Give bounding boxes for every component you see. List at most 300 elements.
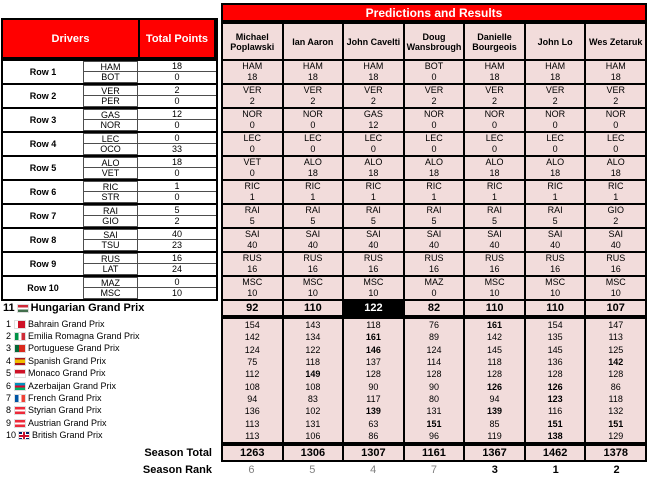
prediction-cell[interactable] (465, 205, 524, 227)
prediction-cell[interactable] (586, 253, 645, 275)
race-score-cell[interactable]: 138 (547, 430, 563, 441)
race-score-cell[interactable]: 94 (489, 393, 500, 404)
total-points-cell[interactable]: 0 (138, 133, 216, 144)
race-number: 9 (6, 417, 12, 428)
prediction-cell[interactable] (344, 277, 403, 299)
race-score-cell[interactable]: 142 (487, 332, 503, 343)
prediction-cell[interactable] (344, 61, 403, 83)
prediction-cell[interactable] (465, 229, 524, 251)
total-points-cell[interactable]: 5 (138, 205, 216, 216)
player-name-header: Danielle Bourgeois (465, 24, 524, 59)
race-score-cell[interactable]: 108 (305, 381, 321, 392)
prediction-cell[interactable] (284, 277, 343, 299)
race-score-cell[interactable]: 113 (245, 418, 260, 429)
race-score-cell[interactable]: 146 (365, 344, 381, 355)
total-points-cell[interactable]: 18 (138, 61, 216, 72)
race-score-cell[interactable]: 85 (489, 418, 500, 429)
race-score-cell[interactable]: 75 (247, 357, 258, 368)
race-score-cell[interactable]: 76 (428, 320, 439, 331)
race-score-cell[interactable]: 139 (365, 406, 381, 417)
total-points-cell[interactable]: 0 (174, 192, 180, 202)
total-points-cell[interactable]: 40 (138, 229, 216, 240)
race-number: 10 (6, 430, 17, 441)
total-points-cell[interactable]: 16 (138, 253, 216, 264)
prediction-cell[interactable] (465, 253, 524, 275)
prediction-cell[interactable] (526, 85, 585, 107)
total-points-cell[interactable]: 1 (138, 181, 216, 192)
prediction-driver-code: SAI (366, 229, 381, 239)
row-label: Row 4 (29, 139, 57, 149)
prediction-cell[interactable] (284, 229, 343, 251)
season-total-cell[interactable]: 1263 (223, 446, 282, 460)
total-points-cell[interactable]: 0 (138, 277, 216, 288)
prediction-cell[interactable] (223, 109, 282, 131)
race-score-cell[interactable]: 147 (608, 320, 624, 331)
prediction-cell[interactable] (223, 85, 282, 107)
prediction-driver-code: RIC (244, 181, 261, 191)
race-score-cell[interactable]: 134 (305, 332, 321, 343)
hungarian-gp-total-cell[interactable]: 122 (344, 301, 403, 315)
hungarian-gp-total-cell[interactable]: 82 (405, 301, 464, 315)
driver-code-cell[interactable]: RUS (83, 253, 138, 264)
prediction-cell[interactable] (284, 109, 343, 131)
race-score-cell[interactable]: 137 (365, 357, 381, 368)
hungarian-gp-total-cell[interactable]: 110 (465, 301, 524, 315)
race-number: 1 (6, 318, 12, 329)
prediction-cell[interactable] (344, 205, 403, 227)
total-points-cell[interactable]: 12 (138, 109, 216, 120)
prediction-points: 10 (550, 288, 561, 298)
prediction-cell[interactable] (284, 253, 343, 275)
race-score-cell[interactable]: 94 (247, 393, 258, 404)
flag-monaco-icon (15, 370, 25, 377)
prediction-points: 16 (368, 264, 379, 274)
prediction-cell[interactable] (526, 157, 585, 179)
driver-code-cell[interactable]: VET (83, 168, 138, 179)
prediction-cell[interactable] (526, 229, 585, 251)
prediction-driver-code: RUS (363, 253, 383, 263)
driver-code-cell[interactable]: MAZ (83, 277, 138, 288)
flag-portugal-icon (15, 345, 25, 352)
prediction-cell[interactable] (465, 109, 524, 131)
prediction-cell[interactable] (465, 133, 524, 155)
prediction-driver-code: SAI (245, 229, 260, 239)
drivers-rows-table (1, 59, 218, 301)
driver-row-pair (3, 85, 216, 107)
prediction-driver-code: RAI (305, 205, 321, 215)
race-score-cell[interactable]: 118 (366, 320, 381, 331)
prediction-driver-code: HAM (242, 61, 263, 71)
prediction-cell[interactable] (586, 157, 645, 179)
prediction-cell[interactable] (405, 253, 464, 275)
driver-code-cell[interactable]: TSU (83, 240, 138, 251)
prediction-points: 18 (550, 168, 561, 178)
race-score-cell[interactable]: 96 (428, 430, 439, 441)
prediction-cell[interactable] (526, 61, 585, 83)
season-total-cell[interactable]: 1462 (526, 446, 585, 460)
race-score-cell[interactable]: 149 (305, 369, 321, 380)
race-score-cell[interactable]: 136 (547, 357, 563, 368)
prediction-cell[interactable] (223, 181, 282, 203)
prediction-cell[interactable] (223, 205, 282, 227)
prediction-driver-code: VER (303, 85, 323, 95)
driver-code-cell[interactable]: ALO (83, 157, 138, 168)
race-score-cell[interactable]: 128 (426, 369, 442, 380)
race-score-cell[interactable]: 136 (244, 406, 260, 417)
race-score-cell[interactable]: 131 (426, 406, 442, 417)
total-points-cell[interactable]: 2 (138, 85, 216, 96)
prediction-points: 40 (550, 240, 561, 250)
prediction-driver-code: NOR (545, 109, 566, 119)
prediction-points: 40 (247, 240, 258, 250)
driver-code-cell[interactable]: VER (83, 85, 138, 96)
prediction-driver-code: VER (243, 85, 262, 95)
season-total-cell[interactable]: 1307 (344, 446, 403, 460)
prediction-points: 0 (613, 120, 619, 130)
race-score-cell[interactable]: 116 (547, 406, 563, 417)
race-score-cell[interactable]: 122 (305, 344, 321, 355)
prediction-cell[interactable] (284, 157, 343, 179)
prediction-points: 12 (368, 120, 379, 130)
prediction-cell[interactable] (223, 229, 282, 251)
prediction-cell[interactable] (586, 85, 645, 107)
season-rank-cell[interactable]: 5 (309, 464, 316, 476)
prediction-cell[interactable] (344, 253, 403, 275)
race-label (6, 331, 218, 342)
prediction-points: 0 (431, 144, 437, 154)
prediction-points: 16 (550, 264, 561, 274)
driver-row-pair (3, 61, 216, 83)
season-rank-row (221, 463, 647, 477)
race-score-cell[interactable]: 113 (608, 332, 623, 343)
prediction-cell[interactable] (465, 85, 524, 107)
race-score-cell[interactable]: 80 (428, 393, 439, 404)
season-total-row (221, 444, 647, 462)
hungarian-gp-total-cell[interactable]: 92 (223, 301, 282, 315)
prediction-driver-code: RAI (547, 205, 563, 215)
prediction-cell[interactable] (284, 205, 343, 227)
race-score-cell[interactable]: 128 (487, 369, 503, 380)
prediction-driver-code: RAI (426, 205, 442, 215)
prediction-driver-code: LEC (304, 133, 322, 143)
prediction-cell[interactable] (405, 205, 464, 227)
prediction-points: 5 (492, 216, 498, 226)
race-score-cell[interactable]: 124 (244, 344, 260, 355)
race-score-cell[interactable]: 154 (547, 320, 563, 331)
prediction-points: 16 (307, 264, 318, 274)
flag-uk-icon (19, 432, 29, 439)
prediction-points: 0 (431, 120, 437, 130)
prediction-driver-code: HAM (363, 61, 384, 71)
prediction-driver-code: SAI (608, 229, 623, 239)
prediction-driver-code: RUS (606, 253, 626, 263)
race-score-cell[interactable]: 135 (547, 332, 563, 343)
row-label: Row 9 (29, 259, 57, 269)
prediction-points: 16 (610, 264, 621, 274)
race-score-cell[interactable]: 114 (426, 357, 442, 368)
total-points-cell[interactable]: 0 (174, 120, 180, 130)
prediction-cell[interactable] (586, 181, 645, 203)
prediction-cell[interactable] (223, 61, 282, 83)
total-points-cell[interactable]: 2 (174, 216, 180, 226)
season-rank-cell[interactable]: 1 (552, 464, 559, 476)
prediction-points: 40 (368, 240, 379, 250)
prediction-points: 0 (492, 120, 498, 130)
race-score-cell[interactable]: 86 (368, 430, 379, 441)
prediction-cell[interactable] (284, 181, 343, 203)
race-score-cell[interactable]: 83 (307, 393, 318, 404)
prediction-cell[interactable] (586, 109, 645, 131)
prediction-cell[interactable] (344, 133, 403, 155)
prediction-points: 1 (492, 192, 498, 202)
race-number: 3 (6, 343, 12, 354)
prediction-points: 2 (431, 96, 437, 106)
prediction-cell[interactable] (465, 277, 524, 299)
race-name: Bahrain Grand Prix (28, 318, 105, 329)
race-score-cell[interactable]: 154 (244, 320, 260, 331)
prediction-cell[interactable] (526, 109, 585, 131)
driver-code-cell[interactable]: NOR (83, 120, 138, 131)
prediction-driver-code: LEC (425, 133, 443, 143)
predictions-grid (221, 22, 647, 317)
prediction-cell[interactable] (586, 205, 645, 227)
race-label (6, 319, 218, 330)
race-score-cell[interactable]: 145 (547, 344, 563, 355)
driver-code-cell[interactable]: MSC (83, 288, 138, 299)
driver-code-cell[interactable]: BOT (83, 72, 138, 83)
prediction-driver-code: NOR (242, 109, 263, 119)
prediction-cell[interactable] (223, 277, 282, 299)
race-score-cell[interactable]: 132 (608, 406, 624, 417)
prediction-cell[interactable] (405, 181, 464, 203)
race-name: Monaco Grand Prix (28, 368, 106, 379)
prediction-cell[interactable] (526, 277, 585, 299)
race-score-cell[interactable]: 142 (244, 332, 260, 343)
hungarian-gp-row-label (3, 301, 218, 315)
race-score-cell[interactable]: 106 (305, 430, 321, 441)
race-score-cell[interactable]: 124 (426, 344, 442, 355)
prediction-points: 10 (307, 288, 318, 298)
prediction-points: 0 (552, 144, 558, 154)
season-total-cell[interactable]: 1306 (284, 446, 343, 460)
race-score-cell[interactable]: 145 (487, 344, 503, 355)
hungarian-gp-total-cell[interactable]: 107 (586, 301, 645, 315)
prediction-cell[interactable] (344, 229, 403, 251)
prediction-cell[interactable] (586, 61, 645, 83)
prediction-cell[interactable] (223, 157, 282, 179)
prediction-cell[interactable] (465, 181, 524, 203)
prediction-driver-code: RAI (487, 205, 503, 215)
prediction-cell[interactable] (344, 109, 403, 131)
prediction-driver-code: RIC (365, 181, 382, 191)
race-score-cell[interactable]: 112 (245, 369, 260, 380)
prediction-driver-code: LEC (485, 133, 504, 143)
race-score-cell[interactable]: 63 (368, 418, 379, 429)
prediction-cell[interactable] (526, 181, 585, 203)
prediction-cell[interactable] (526, 133, 585, 155)
race-scores-column (586, 319, 645, 442)
prediction-points: 2 (613, 216, 619, 226)
total-points-cell[interactable]: 23 (171, 240, 182, 250)
race-score-cell[interactable]: 151 (608, 418, 624, 429)
driver-code-cell[interactable]: SAI (83, 229, 138, 240)
prediction-cell[interactable] (405, 61, 464, 83)
race-score-cell[interactable]: 128 (608, 369, 624, 380)
race-score-cell[interactable]: 131 (305, 418, 321, 429)
flag-hungary-icon (18, 305, 28, 312)
prediction-cell[interactable] (405, 133, 464, 155)
prediction-cell[interactable] (586, 229, 645, 251)
race-score-cell[interactable]: 118 (487, 357, 502, 368)
prediction-cell[interactable] (526, 205, 585, 227)
race-score-cell[interactable]: 119 (487, 430, 502, 441)
driver-code-cell[interactable]: RAI (83, 205, 138, 216)
prediction-driver-code: ALO (303, 157, 322, 167)
prediction-points: 0 (310, 120, 316, 130)
flag-azerbaijan-icon (15, 383, 25, 390)
race-score-cell[interactable]: 113 (245, 430, 260, 441)
prediction-cell[interactable] (344, 85, 403, 107)
prediction-points: 0 (492, 144, 498, 154)
race-score-cell[interactable]: 161 (365, 332, 381, 343)
race-score-cell[interactable]: 86 (610, 381, 621, 392)
race-score-cell[interactable]: 125 (608, 344, 624, 355)
prediction-cell[interactable] (405, 229, 464, 251)
race-score-cell[interactable]: 123 (547, 393, 563, 404)
race-score-cell[interactable]: 139 (487, 406, 503, 417)
race-score-cell[interactable]: 128 (365, 369, 381, 380)
race-list (6, 318, 218, 442)
prediction-cell[interactable] (344, 181, 403, 203)
driver-code-cell[interactable]: RIC (83, 181, 138, 192)
race-score-cell[interactable]: 108 (244, 381, 260, 392)
race-number: 5 (6, 368, 12, 379)
prediction-cell[interactable] (223, 133, 282, 155)
race-score-cell[interactable]: 129 (608, 430, 624, 441)
race-score-cell[interactable]: 151 (547, 418, 563, 429)
prediction-points: 1 (249, 192, 255, 202)
season-rank-cell[interactable]: 4 (370, 464, 377, 476)
prediction-driver-code: LEC (546, 133, 564, 143)
prediction-driver-code: NOR (484, 109, 505, 119)
season-total-cell[interactable]: 1378 (586, 446, 645, 460)
prediction-driver-code: HAM (545, 61, 566, 71)
race-score-cell[interactable]: 161 (487, 320, 503, 331)
race-number: 8 (6, 405, 12, 416)
race-name: Hungarian Grand Prix (30, 302, 145, 314)
race-score-cell[interactable]: 102 (305, 406, 321, 417)
prediction-points: 1 (613, 192, 619, 202)
season-total-cell[interactable]: 1367 (465, 446, 524, 460)
prediction-cell[interactable] (405, 157, 464, 179)
row-label: Row 5 (29, 163, 57, 173)
driver-code-cell[interactable]: LEC (83, 133, 138, 144)
prediction-cell[interactable] (344, 157, 403, 179)
prediction-points: 18 (550, 72, 561, 82)
season-rank-cell[interactable]: 6 (248, 464, 255, 476)
prediction-cell[interactable] (284, 85, 343, 107)
total-points-cell[interactable]: 33 (171, 144, 182, 154)
season-rank-cell[interactable]: 7 (430, 464, 438, 476)
hungarian-gp-total-cell[interactable]: 110 (284, 301, 343, 315)
race-score-cell[interactable]: 151 (426, 418, 442, 429)
race-score-cell[interactable]: 118 (305, 357, 321, 368)
driver-code-cell[interactable]: GIO (83, 216, 138, 227)
race-score-cell[interactable]: 117 (366, 393, 381, 404)
driver-code-cell[interactable]: GAS (83, 109, 138, 120)
driver-code-cell[interactable]: STR (83, 192, 138, 203)
prediction-points: 10 (368, 288, 379, 298)
race-score-cell[interactable]: 90 (428, 381, 439, 392)
driver-code-cell[interactable]: PER (83, 96, 138, 107)
race-score-cell[interactable]: 142 (608, 357, 624, 368)
season-rank-cell[interactable]: 3 (491, 464, 498, 476)
prediction-driver-code: HAM (484, 61, 505, 71)
flag-spain-icon (15, 358, 25, 365)
prediction-driver-code: VER (606, 85, 625, 95)
player-name-header: John Lo (526, 24, 585, 59)
season-total-cell[interactable]: 1161 (405, 446, 464, 460)
prediction-driver-code: HAM (302, 61, 323, 71)
prediction-cell[interactable] (284, 61, 343, 83)
race-score-cell[interactable]: 126 (547, 381, 563, 392)
total-points-cell[interactable]: 10 (171, 288, 182, 298)
prediction-driver-code: RIC (426, 181, 442, 191)
driver-code-cell[interactable]: LAT (83, 264, 138, 275)
total-points-cell[interactable]: 24 (171, 264, 182, 274)
race-score-cell[interactable]: 118 (608, 393, 623, 404)
race-score-cell[interactable]: 143 (305, 320, 321, 331)
prediction-cell[interactable] (586, 133, 645, 155)
prediction-cell[interactable] (465, 157, 524, 179)
prediction-cell[interactable] (284, 133, 343, 155)
total-points-cell[interactable]: 0 (174, 96, 180, 106)
prediction-points: 2 (310, 96, 316, 106)
driver-code-cell[interactable]: HAM (83, 61, 138, 72)
total-points-cell[interactable]: 18 (138, 157, 216, 168)
race-score-cell[interactable]: 126 (487, 381, 503, 392)
prediction-driver-code: RIC (305, 181, 321, 191)
prediction-cell[interactable] (465, 61, 524, 83)
driver-row-pair (3, 157, 216, 179)
prediction-cell[interactable] (405, 109, 464, 131)
row-label: Row 6 (29, 187, 57, 197)
driver-row-pair (3, 253, 216, 275)
prediction-cell[interactable] (526, 253, 585, 275)
driver-code-cell[interactable]: OCO (83, 144, 138, 155)
season-rank-cell[interactable]: 2 (613, 464, 620, 476)
prediction-driver-code: RUS (545, 253, 565, 263)
prediction-cell[interactable] (405, 85, 464, 107)
total-points-cell[interactable]: 0 (174, 72, 180, 82)
player-name-header: Doug Wansbrough (405, 24, 464, 59)
prediction-driver-code: NOR (605, 109, 626, 119)
hungarian-gp-total-cell[interactable]: 110 (526, 301, 585, 315)
race-score-cell[interactable]: 89 (428, 332, 439, 343)
prediction-points: 1 (370, 192, 376, 202)
prediction-points: 18 (428, 168, 439, 178)
race-score-cell[interactable]: 128 (547, 369, 563, 380)
prediction-points: 40 (428, 240, 439, 250)
prediction-driver-code: MAZ (424, 277, 444, 287)
total-points-cell[interactable]: 0 (174, 168, 180, 178)
race-score-cell[interactable]: 90 (368, 381, 379, 392)
prediction-points: 0 (249, 168, 255, 178)
prediction-cell[interactable] (223, 253, 282, 275)
prediction-cell[interactable] (586, 277, 645, 299)
prediction-cell[interactable] (405, 277, 464, 299)
race-number: 2 (6, 331, 12, 342)
